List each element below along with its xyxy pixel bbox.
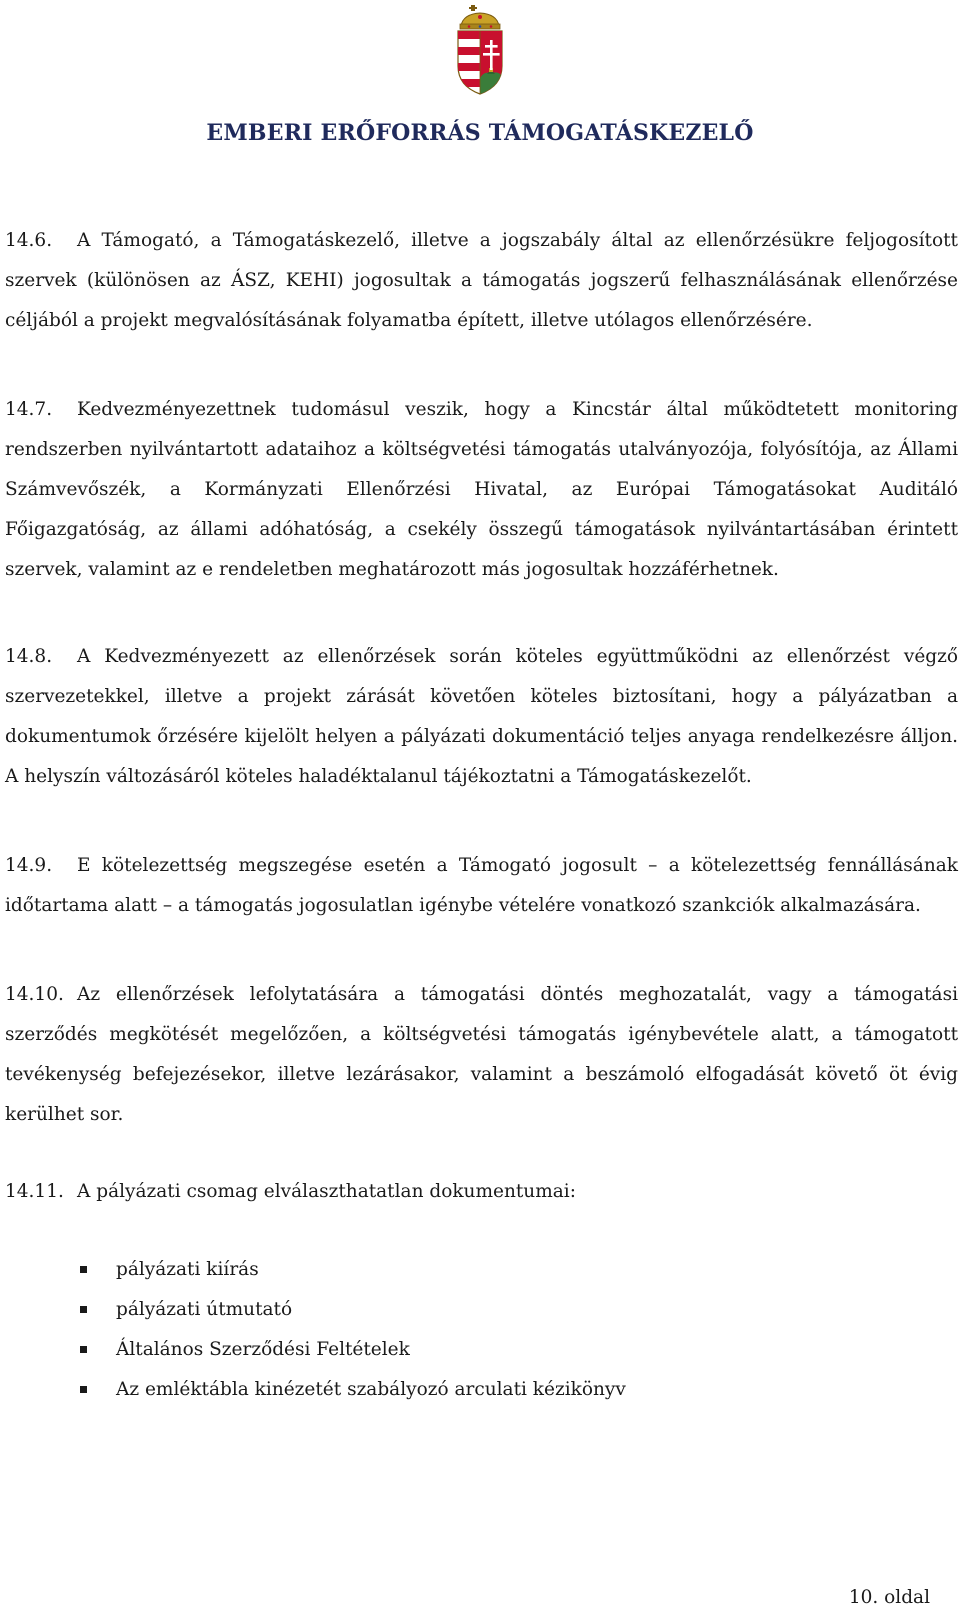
paragraph-14-10 — [5, 975, 958, 1135]
square-bullet-icon — [80, 1306, 87, 1313]
list-item-text: Általános Szerződési Feltételek — [116, 1339, 410, 1360]
paragraph-number: 14.7. — [5, 399, 53, 420]
list-item — [80, 1290, 626, 1330]
list-item — [80, 1370, 626, 1410]
square-bullet-icon — [80, 1266, 87, 1273]
organization-name: EMBERI ERŐFORRÁS TÁMOGATÁSKEZELŐ — [206, 120, 754, 146]
paragraph-14-11 — [5, 1172, 958, 1212]
list-item — [80, 1250, 626, 1290]
list-item — [80, 1330, 626, 1370]
paragraph-text: E kötelezettség megszegése esetén a Támogató jogosult – a kötelezettség fennállásának időtartama alatt – a támogatás jogosulatlan igénybe vételére vonatkozó szankciók alkalmazására. — [5, 855, 958, 916]
paragraph-14-8 — [5, 637, 958, 797]
paragraph-number: 14.9. — [5, 855, 53, 876]
paragraph-text: A Támogató, a Támogatáskezelő, illetve a jogszabály által az ellenőrzésükre feljogosított szervek (különösen az ÁSZ, KEHI) jogosultak a támogatás jogszerű felhasználásának ellenőrzése céljából a projekt megvalósításának folyamatba épített, illetve utólagos ellenőrzésére. — [5, 230, 958, 331]
paragraph-text: A pályázati csomag elválaszthatatlan dokumentumai: — [77, 1181, 576, 1202]
paragraph-number: 14.10. — [5, 984, 64, 1005]
paragraph-14-6 — [5, 221, 958, 341]
list-item-text: pályázati kiírás — [116, 1259, 259, 1280]
paragraph-text: A Kedvezményezett az ellenőrzések során köteles együttműködni az ellenőrzést végző szervezetekkel, illetve a projekt zárását követően köteles biztosítani, hogy a pályázatban a dokumentumok őrzésére kijelölt helyen a pályázati dokumentáció teljes anyaga rendelkezésre álljon. A helyszín változásáról köteles haladéktalanul tájékoztatni a Támogatáskezelőt. — [5, 646, 958, 787]
paragraph-number: 14.6. — [5, 230, 53, 251]
list-item-text: pályázati útmutató — [116, 1299, 293, 1320]
paragraph-text: Az ellenőrzések lefolytatására a támogatási döntés meghozatalát, vagy a támogatási szerződés megkötését megelőzően, a költségvetési támogatás igénybevétele alatt, a támogatott tevékenység befejezésekor, illetve lezárásakor, valamint a beszámoló elfogadását követő öt évig kerülhet sor. — [5, 984, 958, 1125]
crown-icon — [460, 5, 500, 29]
paragraph-14-7 — [5, 390, 958, 590]
list-item-text: Az emléktábla kinézetét szabályozó arculati kézikönyv — [116, 1379, 626, 1400]
paragraph-text: Kedvezményezettnek tudomásul veszik, hogy a Kincstár által működtetett monitoring rendszerben nyilvántartott adataihoz a költségvetési támogatás utalványozója, folyósítója, az Állami Számvevőszék, a Kormányzati Ellenőrzési Hivatal, az Európai Támogatásokat Auditáló Főigazgatóság, az állami adóhatóság, a csekély összegű támogatások nyilvántartásában érintett szervek, valamint az e rendeletben meghatározott más jogosultak hozzáférhetnek. — [5, 399, 958, 580]
paragraph-14-9 — [5, 846, 958, 926]
square-bullet-icon — [80, 1346, 87, 1353]
page-number: 10. oldal — [848, 1587, 930, 1608]
documents-list — [80, 1250, 626, 1410]
paragraph-number: 14.8. — [5, 646, 53, 667]
coat-of-arms-icon — [449, 4, 511, 96]
shield-icon — [458, 31, 502, 95]
paragraph-number: 14.11. — [5, 1181, 64, 1202]
square-bullet-icon — [80, 1386, 87, 1393]
